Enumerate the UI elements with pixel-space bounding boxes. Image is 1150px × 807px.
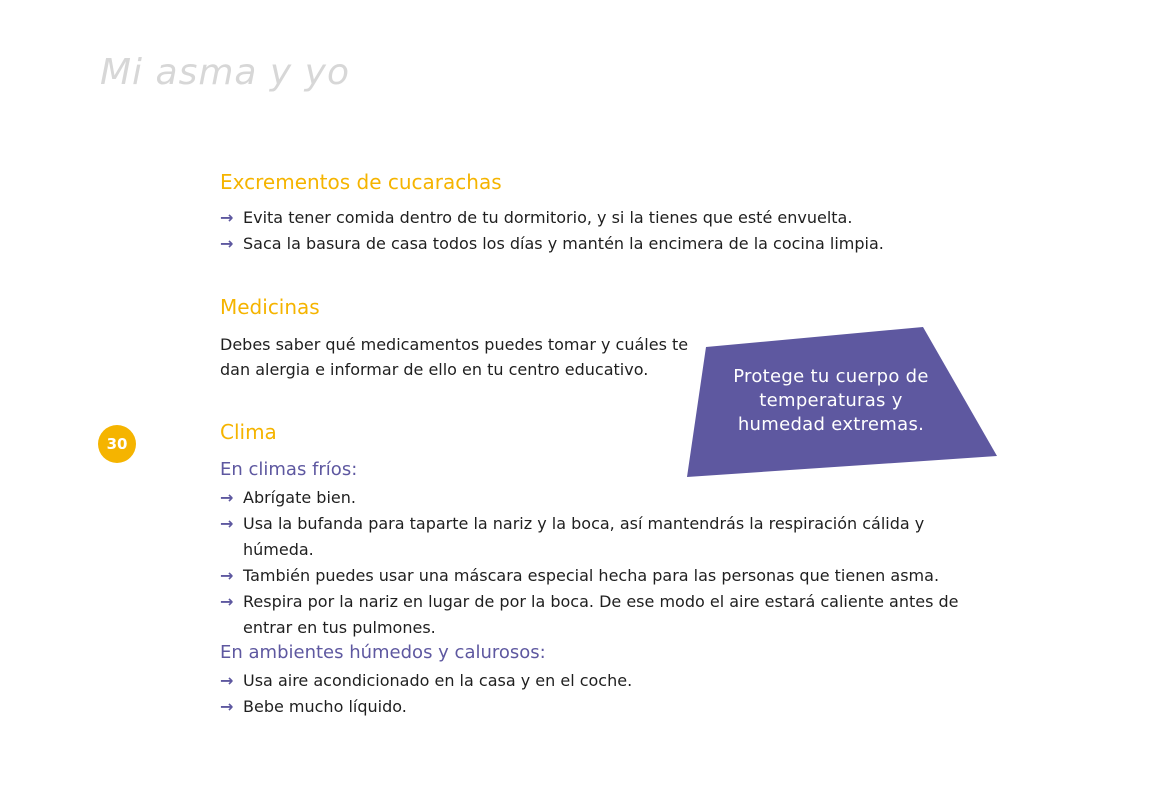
arrow-right-icon: → <box>220 234 234 253</box>
callout-text: Protege tu cuerpo de temperaturas y humedad extremas. <box>733 366 929 435</box>
subheading-cold-climates: En climas fríos: <box>220 459 358 480</box>
subheading-humid-hot: En ambientes húmedos y calurosos: <box>220 642 546 663</box>
section-heading-cockroaches: Excrementos de cucarachas <box>220 170 502 194</box>
arrow-right-icon: → <box>220 671 234 690</box>
list-item: → Saca la basura de casa todos los días y mantén la encimera de la cocina limpia. <box>220 231 990 257</box>
arrow-right-icon: → <box>220 514 234 533</box>
page-title: Mi asma y yo <box>100 52 350 93</box>
list-item: → También puedes usar una máscara especial hecha para las personas que tienen asma. <box>220 563 990 589</box>
list-item: → Abrígate bien. <box>220 485 990 511</box>
arrow-right-icon: → <box>220 566 234 585</box>
arrow-right-icon: → <box>220 592 234 611</box>
section-heading-medicines: Medicinas <box>220 295 320 319</box>
callout-box <box>686 325 1001 480</box>
list-item: → Bebe mucho líquido. <box>220 694 990 720</box>
list-item: → Evita tener comida dentro de tu dormitorio, y si la tienes que esté envuelta. <box>220 205 990 231</box>
bullet-list-humid <box>220 668 990 720</box>
bullet-list-cockroaches <box>220 205 990 257</box>
list-item: → Usa la bufanda para taparte la nariz y la boca, así mantendrás la respiración cálida y húmeda. <box>220 511 990 563</box>
page-number-badge <box>98 425 136 463</box>
arrow-right-icon: → <box>220 208 234 227</box>
list-item: → Usa aire acondicionado en la casa y en el coche. <box>220 668 990 694</box>
medicines-paragraph: Debes saber qué medicamentos puedes tomar y cuáles te dan alergia e informar de ello en tu centro educativo. <box>220 335 689 379</box>
page-number: 30 <box>106 435 128 453</box>
bullet-list-cold <box>220 485 990 641</box>
arrow-right-icon: → <box>220 488 234 507</box>
section-heading-climate: Clima <box>220 420 277 444</box>
list-item: → Respira por la nariz en lugar de por la boca. De ese modo el aire estará caliente antes de entrar en tus pulmones. <box>220 589 990 641</box>
arrow-right-icon: → <box>220 697 234 716</box>
